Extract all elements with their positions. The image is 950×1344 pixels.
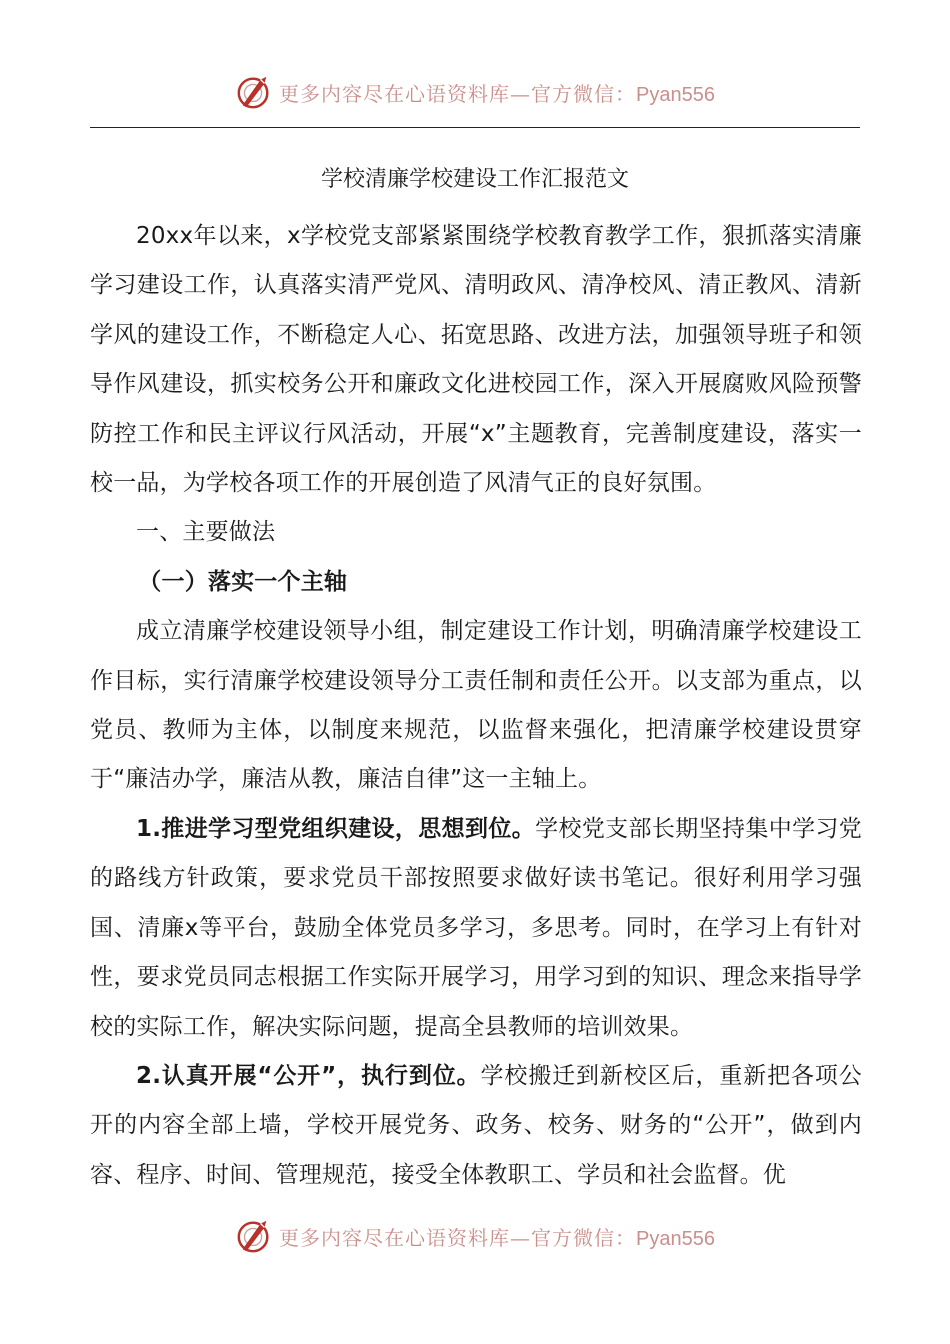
- item-1-body: 学校党支部长期坚持集中学习党的路线方针政策，要求党员干部按照要求做好读书笔记。很好利用学习强国、清廉x等平台，鼓励全体党员多学习，多思考。同时，在学习上有针对性，要求党员同志根据工作实际开展学习，用学习到的知识、理念来指导学校的实际工作，解决实际问题，提高全县教师的培训效果。: [90, 815, 862, 1040]
- footer-banner: [0, 1214, 950, 1258]
- subsection-1-paragraph: 成立清廉学校建设领导小组，制定建设工作计划，明确清廉学校建设工作目标，实行清廉学校建设领导分工责任制和责任公开。以支部为重点，以党员、教师为主体，以制度来规范，以监督来强化，把清廉学校建设贯穿于“廉洁办学，廉洁从教，廉洁自律”这一主轴上。: [90, 618, 862, 793]
- pen-logo-icon: [235, 1217, 273, 1255]
- wechat-id: Pyan556: [636, 1227, 715, 1250]
- item-1-lead: 1.推进学习型党组织建设，思想到位。: [136, 815, 536, 842]
- header-divider: [90, 127, 860, 128]
- item-1-paragraph: [90, 805, 862, 1052]
- banner-slogan: 更多内容尽在心语资料库—官方微信：: [279, 81, 637, 106]
- intro-paragraph: 20xx年以来，x学校党支部紧紧围绕学校教育教学工作，狠抓落实清廉学习建设工作，认真落实清严党风、清明政风、清净校风、清正教风、清新学风的建设工作，不断稳定人心、拓宽思路、改进方法，加强领导班子和领导作风建设，抓实校务公开和廉政文化进校园工作，深入开展腐败风险预警防控工作和民主评议行风活动，开展“x”主题教育，完善制度建设，落实一校一品，为学校各项工作的开展创造了风清气正的良好氛围。: [90, 223, 862, 497]
- banner-text: [279, 78, 715, 107]
- pen-logo-icon: [235, 73, 273, 111]
- banner-slogan: 更多内容尽在心语资料库—官方微信：: [279, 1225, 637, 1250]
- item-2-lead: 2.认真开展“公开”，执行到位。: [136, 1062, 481, 1089]
- header-banner: [0, 70, 950, 114]
- banner-text: [279, 1222, 715, 1251]
- item-2-body: 学校搬迁到新校区后，重新把各项公开的内容全部上墙，学校开展党务、政务、校务、财务的“公开”，做到内容、程序、时间、管理规范，接受全体教职工、学员和社会监督。优: [90, 1062, 862, 1188]
- subsection-heading-1: （一）落实一个主轴: [138, 568, 348, 595]
- wechat-id: Pyan556: [636, 83, 715, 106]
- document-title: 学校清廉学校建设工作汇报范文: [320, 167, 629, 192]
- document-body: [90, 212, 862, 1200]
- section-heading-1: 一、主要做法: [136, 519, 276, 546]
- item-2-paragraph: [90, 1052, 862, 1200]
